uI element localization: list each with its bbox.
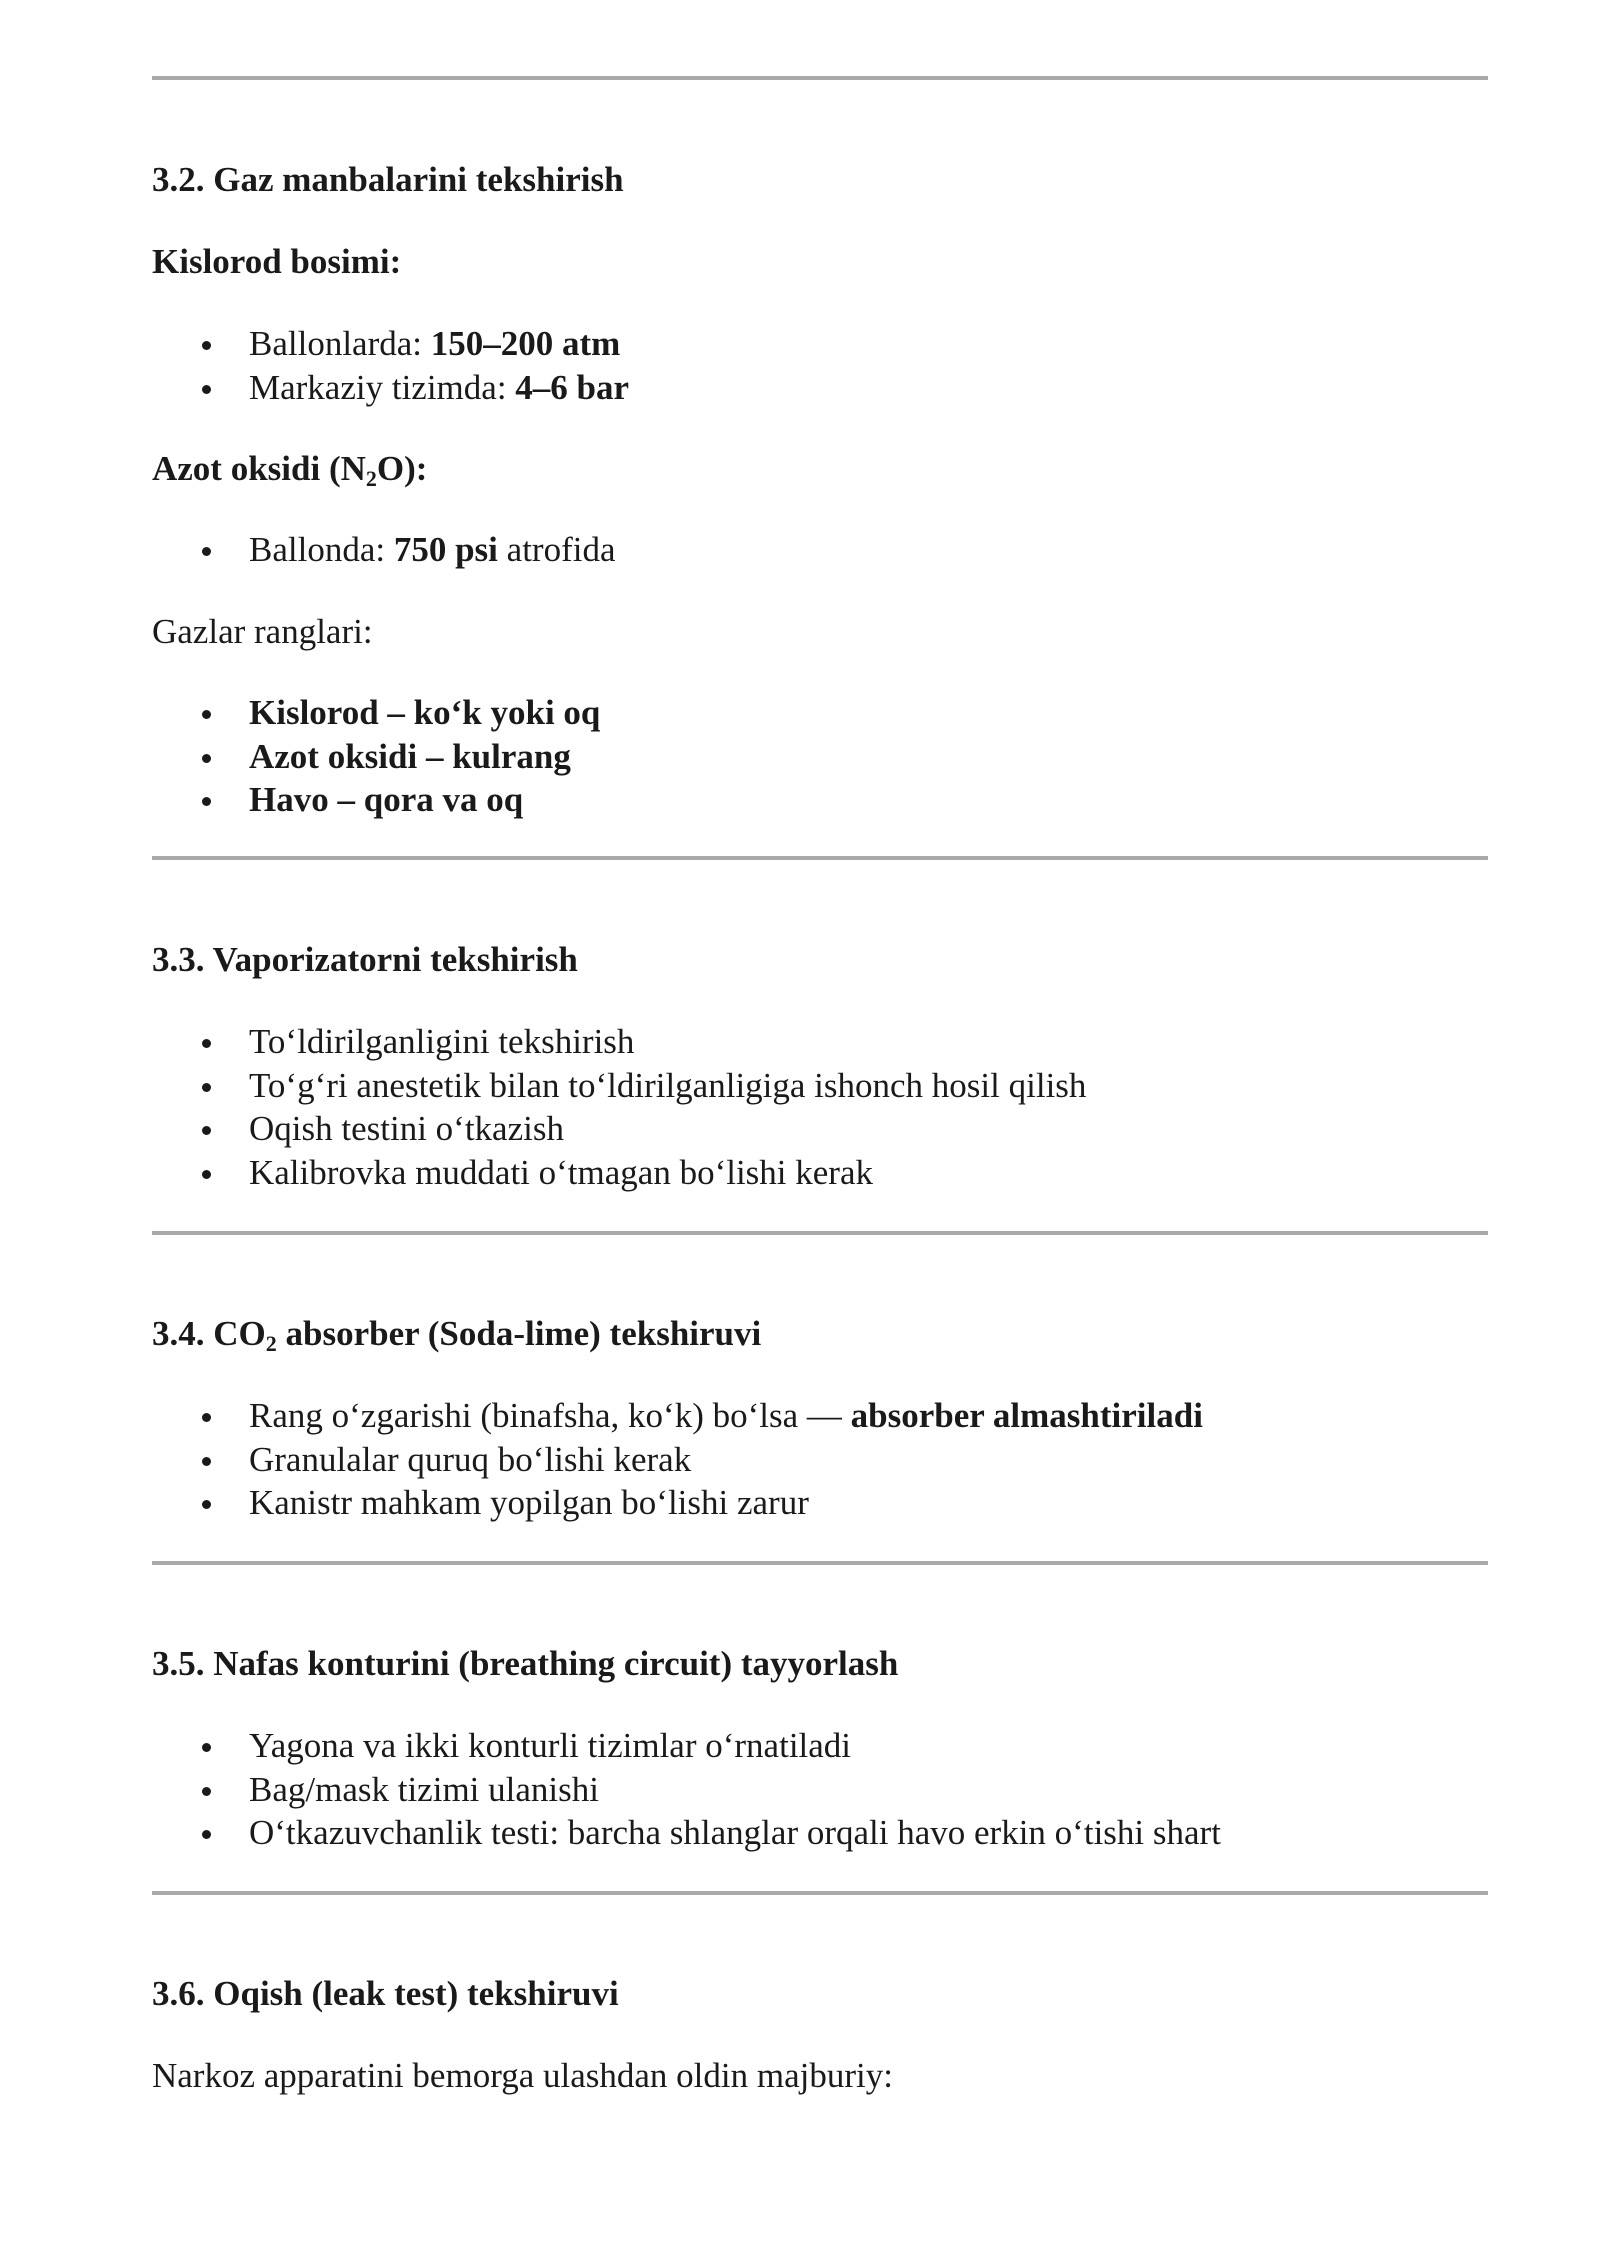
- list-item: Kanistr mahkam yopilgan bo‘lishi zarur: [152, 1481, 1203, 1525]
- vaporizer-check-list: [152, 1020, 1086, 1194]
- list-item: Yagona va ikki konturli tizimlar o‘rnatiladi: [152, 1724, 1221, 1768]
- bullet-icon: [202, 1170, 211, 1179]
- list-item: Granulalar quruq bo‘lishi kerak: [152, 1438, 1203, 1482]
- list-item: Havo – qora va oq: [152, 778, 600, 822]
- list-item: Bag/mask tizimi ulanishi: [152, 1768, 1221, 1812]
- leak-test-intro: Narkoz apparatini bemorga ulashdan oldin majburiy:: [152, 2056, 893, 2095]
- bullet-icon: [202, 1787, 211, 1796]
- bullet-icon: [202, 547, 211, 556]
- list-item: Azot oksidi – kulrang: [152, 735, 600, 779]
- bullet-icon: [202, 1126, 211, 1135]
- nitrous-oxide-heading: Azot oksidi $(N_2O)$:: [152, 449, 428, 491]
- horizontal-rule: [152, 1891, 1488, 1895]
- list-item: O‘tkazuvchanlik testi: barcha shlanglar orqali havo erkin o‘tishi shart: [152, 1811, 1221, 1855]
- bullet-icon: [202, 385, 211, 394]
- horizontal-rule: [152, 1561, 1488, 1565]
- list-item: To‘ldirilganligini tekshirish: [152, 1020, 1086, 1064]
- list-item: Ballonda: 750 psi atrofida: [152, 528, 615, 572]
- bullet-icon: [202, 754, 211, 763]
- bullet-icon: [202, 1039, 211, 1048]
- bullet-icon: [202, 1743, 211, 1752]
- bullet-icon: [202, 1083, 211, 1092]
- list-item: Markaziy tizimda: 4–6 bar: [152, 366, 629, 410]
- list-item: Oqish testini o‘tkazish: [152, 1107, 1086, 1151]
- bullet-icon: [202, 1413, 211, 1422]
- absorber-check-list: [152, 1394, 1203, 1525]
- horizontal-rule: [152, 76, 1488, 80]
- bullet-icon: [202, 797, 211, 806]
- breathing-circuit-list: [152, 1724, 1221, 1855]
- oxygen-pressure-list: [152, 322, 629, 409]
- section-3-3-title: 3.3. Vaporizatorni tekshirish: [152, 940, 578, 979]
- section-3-5-title: 3.5. Nafas konturini (breathing circuit) tayyorlash: [152, 1644, 899, 1683]
- bullet-icon: [202, 341, 211, 350]
- bullet-icon: [202, 1457, 211, 1466]
- list-item: Kalibrovka muddati o‘tmagan bo‘lishi kerak: [152, 1151, 1086, 1195]
- list-item: To‘g‘ri anestetik bilan to‘ldirilganligiga ishonch hosil qilish: [152, 1064, 1086, 1108]
- section-3-2-title: 3.2. Gaz manbalarini tekshirish: [152, 160, 624, 199]
- list-item: Rang o‘zgarishi (binafsha, ko‘k) bo‘lsa — absorber almashtiriladi: [152, 1394, 1203, 1438]
- horizontal-rule: [152, 1231, 1488, 1235]
- horizontal-rule: [152, 856, 1488, 860]
- gas-colors-list: [152, 691, 600, 822]
- oxygen-pressure-heading: Kislorod bosimi:: [152, 242, 402, 281]
- section-3-6-title: 3.6. Oqish (leak test) tekshiruvi: [152, 1974, 619, 2013]
- nitrous-oxide-list: [152, 528, 615, 572]
- bullet-icon: [202, 1830, 211, 1839]
- bullet-icon: [202, 1500, 211, 1509]
- list-item: Kislorod – ko‘k yoki oq: [152, 691, 600, 735]
- list-item: Ballonlarda: 150–200 atm: [152, 322, 629, 366]
- bullet-icon: [202, 710, 211, 719]
- section-3-4-title: 3.4. $CO_2$ absorber (Soda-lime) tekshiruvi: [152, 1314, 762, 1356]
- gas-colors-intro: Gazlar ranglari:: [152, 612, 373, 651]
